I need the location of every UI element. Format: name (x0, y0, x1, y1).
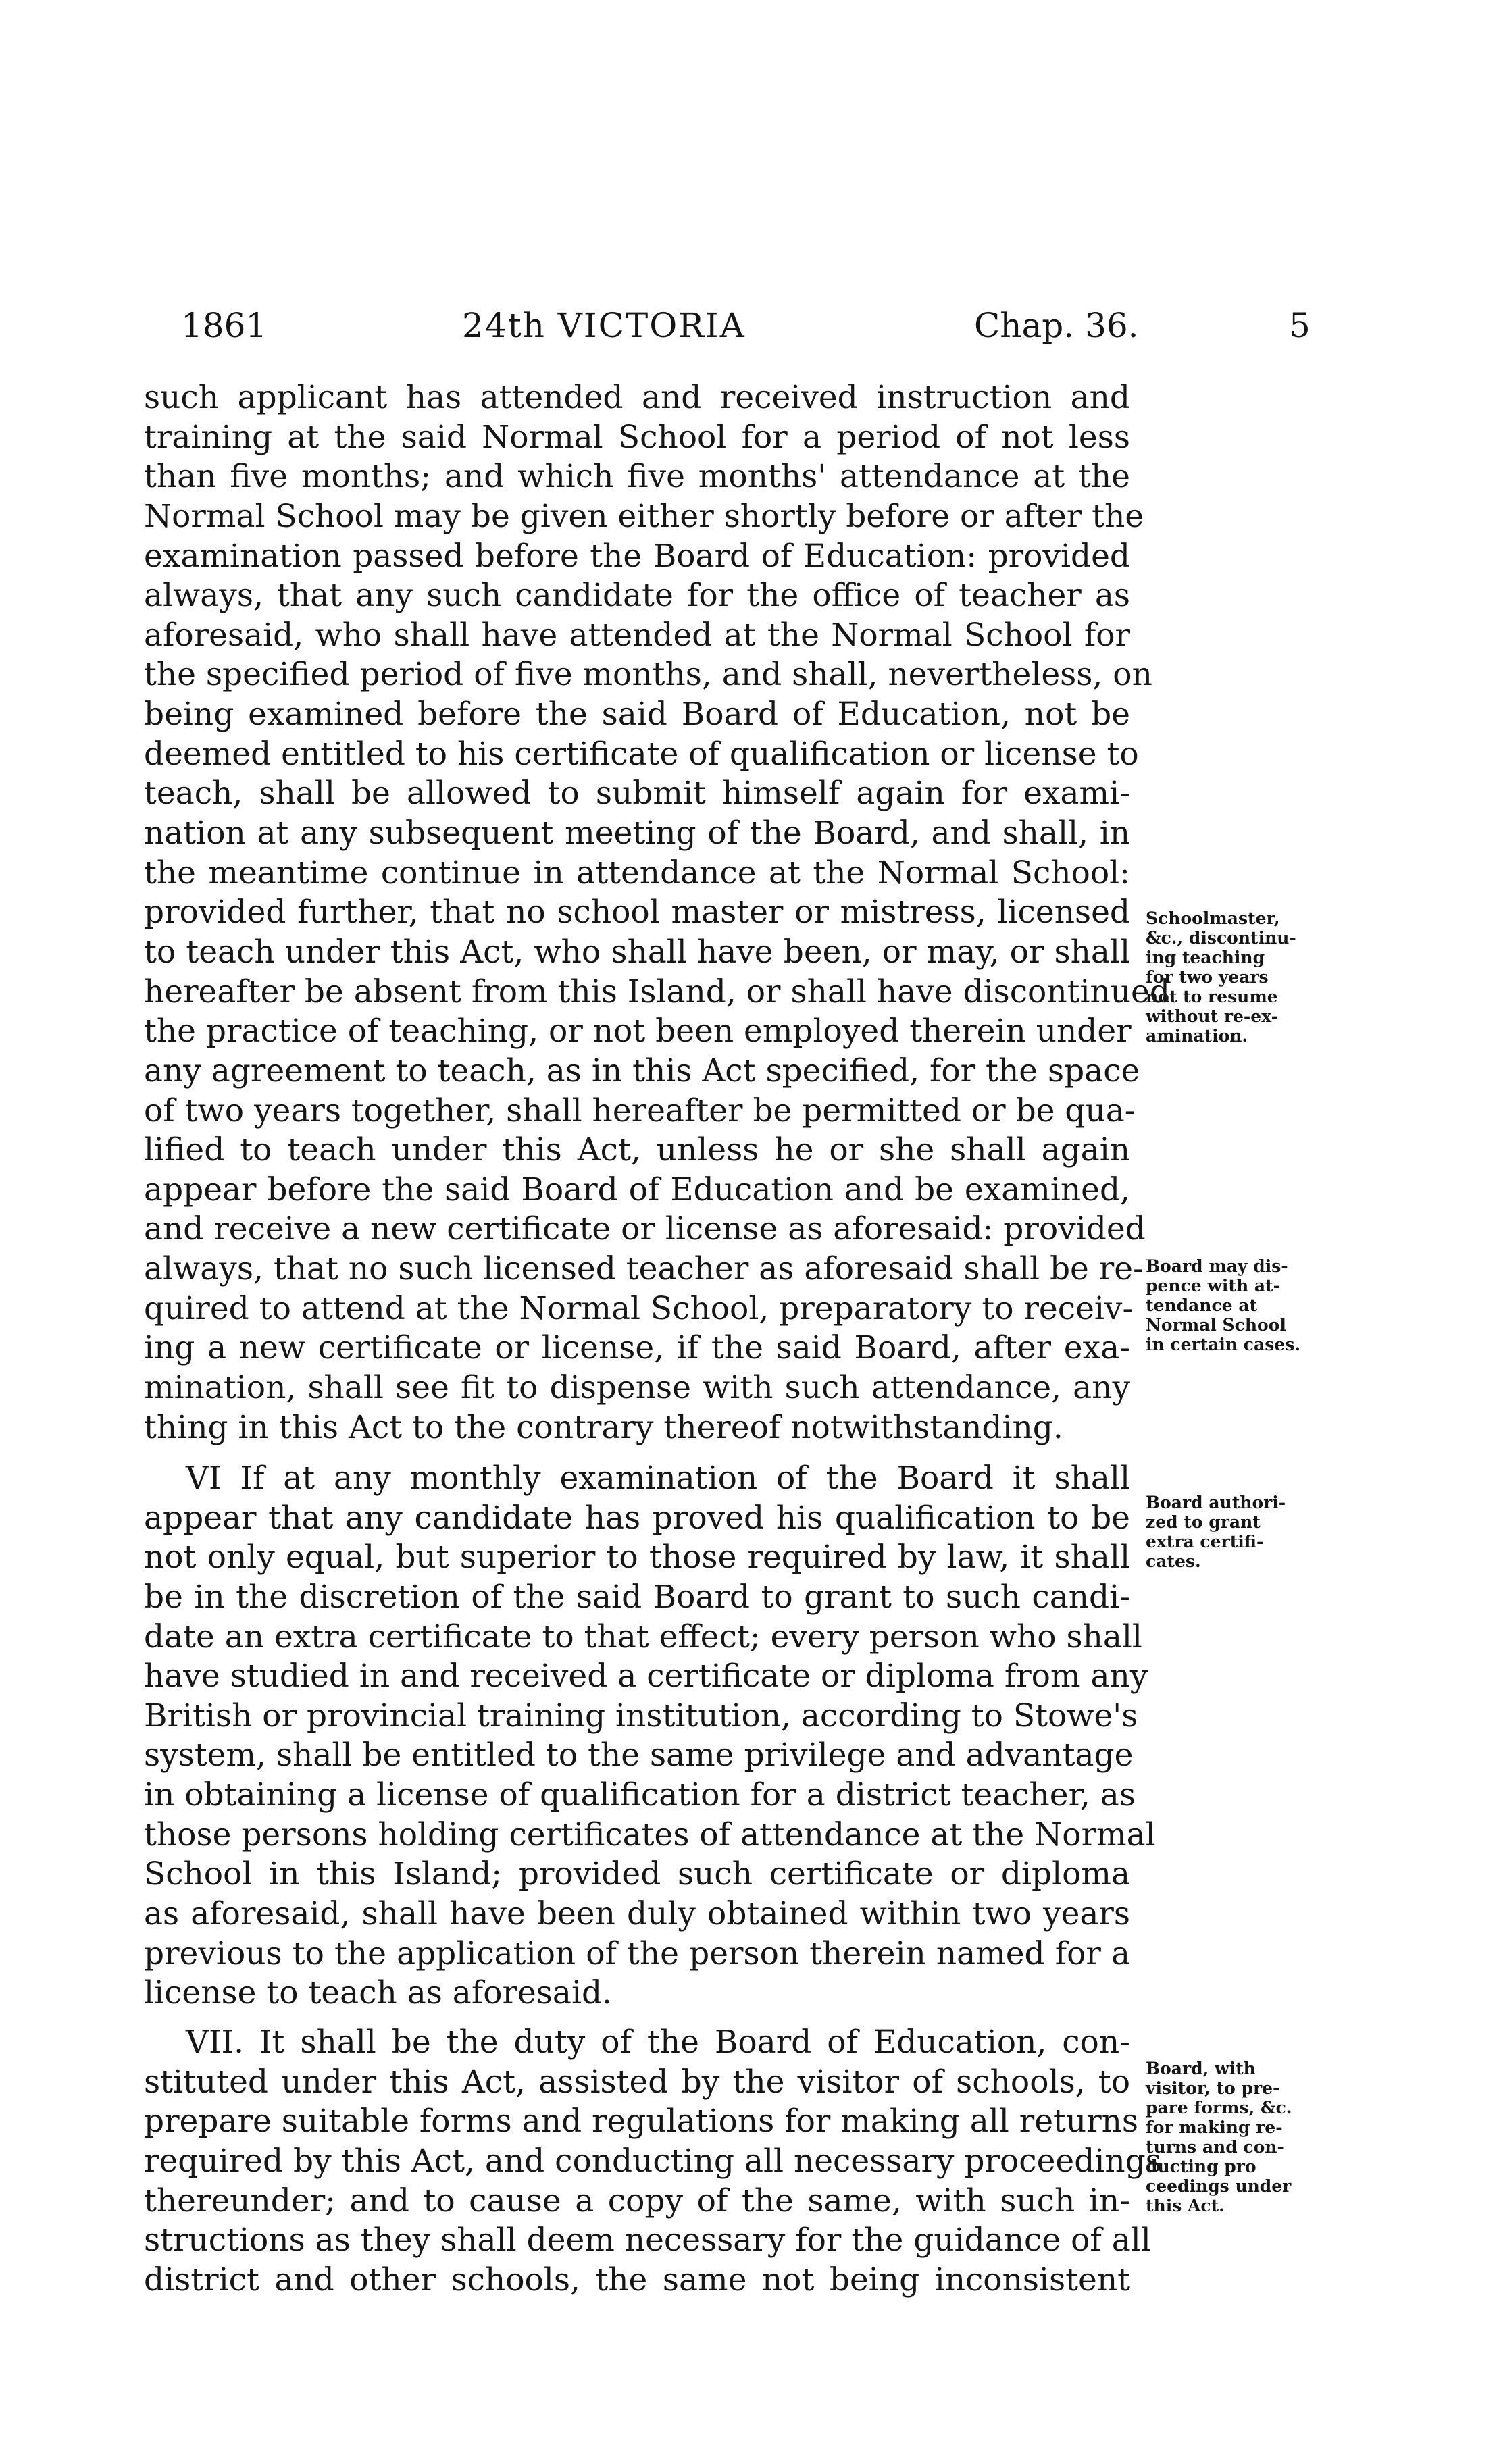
text-line: in obtaining a license of qualification for a district teacher, as (144, 1776, 1136, 1814)
text-line: such applicant has attended and received instruction and (144, 379, 1130, 416)
margin-note-extra-certificates (1146, 1493, 1362, 1571)
text-line: VI If at any monthly examination of the Board it shall (186, 1460, 1130, 1497)
text-line: VII. It shall be the duty of the Board of Education, con- (186, 2024, 1130, 2061)
text-line: the specified period of five months, and shall, nevertheless, on (144, 656, 1152, 694)
text-line: stituted under this Act, assisted by the visitor of schools, to (144, 2063, 1130, 2101)
text-line: any agreement to teach, as in this Act specified, for the space (144, 1052, 1140, 1089)
text-line: the practice of teaching, or not been employed therein under (144, 1012, 1132, 1050)
margin-note-board-dispense (1146, 1256, 1362, 1354)
margin-note-line: &c., discontinu- (1146, 928, 1296, 948)
text-line: those persons holding certificates of attendance at the Normal (144, 1816, 1156, 1853)
text-line: not only equal, but superior to those required by law, it shall (144, 1539, 1130, 1576)
margin-note-line: Board, with (1146, 2059, 1256, 2078)
text-line: hereafter be absent from this Island, or shall have discontinued (144, 973, 1170, 1010)
text-line: prepare suitable forms and regulations for making all returns (144, 2103, 1139, 2140)
margin-note-line: cates. (1146, 1551, 1201, 1571)
text-line: always, that no such licensed teacher as aforesaid shall be re- (144, 1250, 1144, 1288)
margin-note-line: in certain cases. (1146, 1335, 1300, 1354)
text-line: aforesaid, who shall have attended at the Normal School for (144, 616, 1130, 654)
header-page-number: 5 (1289, 306, 1311, 345)
text-line: previous to the application of the person therein named for a (144, 1934, 1130, 1972)
text-line: as aforesaid, shall have been duly obtained within two years (144, 1895, 1130, 1933)
text-line: School in this Island; provided such certificate or diploma (144, 1855, 1130, 1893)
text-line: training at the said Normal School for a period of not less (144, 418, 1130, 456)
text-line: of two years together, shall hereafter be permitted or be qua- (144, 1092, 1136, 1129)
text-line: appear before the said Board of Education and be examined, (144, 1171, 1130, 1208)
margin-note-line: this Act. (1146, 2196, 1225, 2215)
margin-note-line: Board may dis- (1146, 1256, 1288, 1276)
margin-note-line: Board authori- (1146, 1493, 1286, 1512)
text-line: than five months; and which five months' attendance at the (144, 458, 1130, 496)
text-line: thing in this Act to the contrary thereof notwithstanding. (144, 1408, 1063, 1446)
text-line: always, that any such candidate for the office of teacher as (144, 577, 1130, 615)
text-line: being examined before the said Board of Education, not be (144, 696, 1130, 734)
text-line: Normal School may be given either shortly before or after the (144, 497, 1144, 535)
text-line: to teach under this Act, who shall have been, or may, or shall (144, 933, 1130, 971)
section-vii (144, 2023, 1162, 2300)
header-chapter: Chap. 36. (974, 306, 1139, 345)
text-line: have studied in and received a certificate or diploma from any (144, 1658, 1148, 1695)
margin-note-line: ducting pro (1146, 2157, 1256, 2176)
text-line: appear that any candidate has proved his qualification to be (144, 1499, 1130, 1537)
margin-note-board-forms (1146, 2059, 1362, 2215)
text-line: deemed entitled to his certificate of qualification or license to (144, 735, 1139, 773)
section-vi (144, 1459, 1156, 2013)
text-line: system, shall be entitled to the same privilege and advantage (144, 1737, 1134, 1774)
margin-note-line: ceedings under (1146, 2176, 1292, 2196)
margin-note-line: zed to grant (1146, 1512, 1261, 1532)
text-line: be in the discretion of the said Board to grant to such candi- (144, 1578, 1130, 1616)
header-year: 1861 (181, 306, 268, 345)
text-line: nation at any subsequent meeting of the Board, and shall, in (144, 815, 1130, 852)
text-line: the meantime continue in attendance at the Normal School: (144, 854, 1130, 892)
margin-note-line: for making re- (1146, 2118, 1283, 2137)
page-header (0, 305, 1499, 353)
margin-note-line: amination. (1146, 1026, 1248, 1046)
margin-note-line: visitor, to pre- (1146, 2078, 1280, 2098)
margin-note-line: ing teaching (1146, 948, 1265, 967)
text-line: and receive a new certificate or license as aforesaid: provided (144, 1210, 1146, 1248)
text-line: required by this Act, and conducting all necessary proceedings (144, 2142, 1162, 2180)
text-line: ing a new certificate or license, if the said Board, after exa- (144, 1329, 1130, 1367)
margin-note-line: pence with at- (1146, 1276, 1280, 1295)
text-line: quired to attend at the Normal School, preparatory to receiv- (144, 1289, 1134, 1327)
margin-note-line: not to resume (1146, 987, 1278, 1006)
margin-note-line: Normal School (1146, 1315, 1286, 1335)
text-line: mination, shall see fit to dispense with such attendance, any (144, 1369, 1130, 1407)
text-line: British or provincial training institution, according to Stowe's (144, 1697, 1138, 1735)
text-line: thereunder; and to cause a copy of the same, with such in- (144, 2182, 1130, 2219)
text-line: license to teach as aforesaid. (144, 1974, 612, 2012)
margin-note-line: pare forms, &c. (1146, 2098, 1292, 2118)
margin-note-line: without re-ex- (1146, 1006, 1279, 1026)
margin-note-line: tendance at (1146, 1295, 1258, 1315)
margin-note-line: for two years (1146, 967, 1269, 987)
margin-note-line: Schoolmaster, (1146, 908, 1280, 928)
text-line: provided further, that no school master or mistress, licensed (144, 894, 1130, 931)
text-line: district and other schools, the same not being inconsistent (144, 2261, 1130, 2299)
text-line: teach, shall be allowed to submit himself again for exami- (144, 775, 1130, 813)
header-title: 24th VICTORIA (462, 306, 746, 345)
margin-note-line: extra certifi- (1146, 1532, 1264, 1551)
text-line: lified to teach under this Act, unless he or she shall again (144, 1131, 1130, 1169)
margin-note-line: turns and con- (1146, 2137, 1284, 2157)
text-line: examination passed before the Board of Education: provided (144, 537, 1130, 575)
paragraph-continuation (144, 378, 1170, 1447)
margin-note-schoolmaster (1146, 908, 1362, 1046)
text-line: structions as they shall deem necessary for the guidance of all (144, 2222, 1151, 2259)
text-line: date an extra certificate to that effect; every person who shall (144, 1618, 1142, 1656)
